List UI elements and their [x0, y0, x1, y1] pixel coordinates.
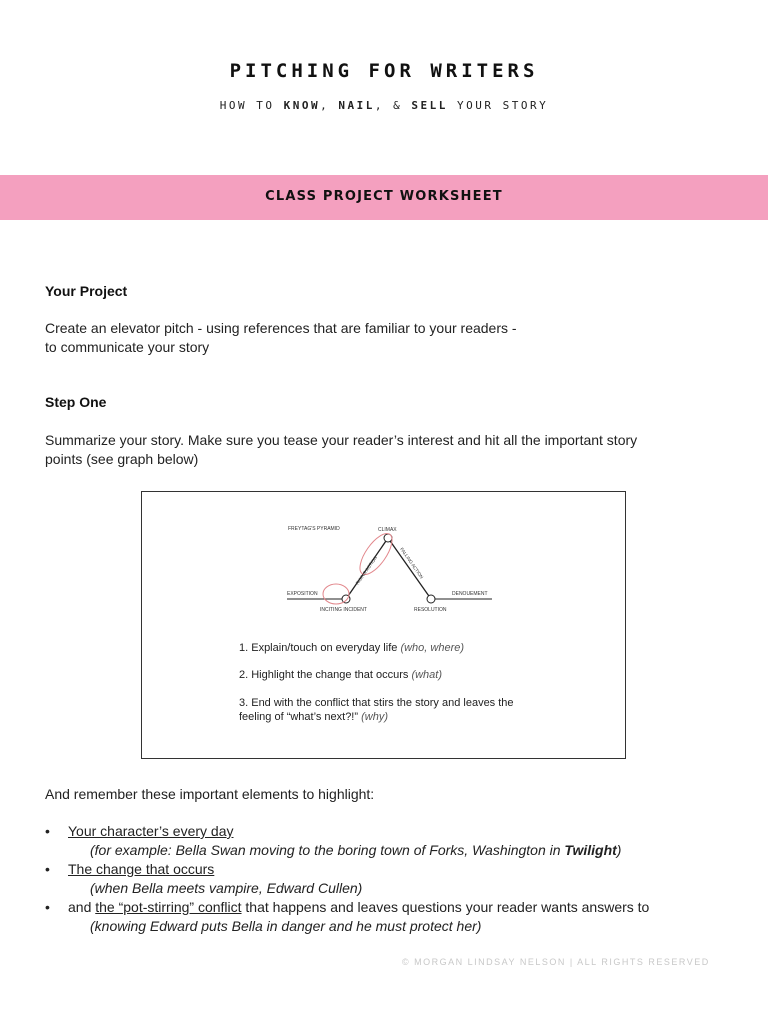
- graph-step-2: [239, 668, 442, 682]
- graph-step-1: [239, 641, 464, 655]
- list-item: [45, 822, 745, 841]
- subtitle-nail: NAIL: [338, 99, 375, 112]
- list-item-sub: [45, 917, 745, 936]
- bullet-dot: •: [45, 899, 50, 915]
- list-item-sub: [45, 879, 745, 898]
- step-3-cont-text: feeling of “what’s next?!”: [239, 711, 362, 723]
- project-heading: Your Project: [45, 283, 128, 299]
- step-2-text: 2. Highlight the change that occurs: [239, 669, 412, 681]
- subtitle-post: YOUR STORY: [447, 99, 549, 112]
- graph-step-3: [239, 696, 514, 710]
- item-conflict-example: (knowing Edward puts Bella in danger and he must protect her): [90, 918, 482, 934]
- banner-title: CLASS PROJECT WORKSHEET: [265, 189, 503, 204]
- step-one-description: [45, 431, 725, 469]
- page-subtitle: [0, 99, 768, 112]
- list-item: [45, 898, 745, 917]
- subtitle-know: KNOW: [283, 99, 321, 112]
- project-line-1: Create an elevator pitch - using references that are familiar to your readers -: [45, 320, 517, 336]
- falling-action-line: [388, 538, 431, 599]
- inciting-highlight: [323, 584, 349, 604]
- elements-list: [45, 822, 745, 936]
- item-conflict: [68, 898, 649, 917]
- label-denouement: DENOUEMENT: [452, 591, 488, 597]
- label-inciting-incident: INCITING INCIDENT: [320, 607, 367, 613]
- project-description: [45, 319, 725, 357]
- list-item: [45, 860, 745, 879]
- subtitle-sep-1: ,: [320, 99, 339, 112]
- graph-step-3-cont: [239, 710, 388, 724]
- step-3-note: (why): [361, 711, 388, 723]
- step-3-text: 3. End with the conflict that stirs the story and leaves the: [239, 697, 514, 709]
- subtitle-sell: SELL: [411, 99, 448, 112]
- diagram-title: FREYTAG'S PYRAMID: [288, 526, 340, 532]
- item-change: The change that occurs: [68, 861, 215, 877]
- rising-action-highlight: [354, 529, 398, 580]
- bullet-dot: •: [45, 861, 50, 877]
- step-1-text: 1. Explain/touch on everyday life: [239, 642, 401, 654]
- example-1-pre: (for example: Bella Swan moving to the boring town of Forks, Washington in: [90, 842, 565, 858]
- item-change-example: (when Bella meets vampire, Edward Cullen): [90, 880, 363, 896]
- step-one-heading: Step One: [45, 394, 107, 410]
- label-exposition: EXPOSITION: [287, 591, 318, 597]
- item-everyday-example: [90, 841, 621, 860]
- label-falling-action: FALLING ACTION: [399, 546, 425, 580]
- remember-text: And remember these important elements to highlight:: [45, 786, 375, 802]
- item-3-post: that happens and leaves questions your reader wants answers to: [241, 899, 650, 915]
- item-3-conflict: the “pot-stirring” conflict: [95, 899, 242, 915]
- freytag-graph: [141, 491, 626, 759]
- subtitle-sep-2: , &: [374, 99, 412, 112]
- list-item-sub: [45, 841, 745, 860]
- example-1-twilight: Twilight: [564, 842, 617, 858]
- copyright-footer: © MORGAN LINDSAY NELSON | ALL RIGHTS RESERVED: [402, 957, 710, 967]
- worksheet-banner: [0, 175, 768, 220]
- example-1-post: ): [616, 842, 622, 858]
- label-rising-action: RISING ACTION: [354, 555, 379, 586]
- subtitle-pre: HOW TO: [219, 99, 284, 112]
- project-line-2: to communicate your story: [45, 339, 210, 355]
- page-title: PITCHING FOR WRITERS: [229, 60, 539, 82]
- step-one-line-2: points (see graph below): [45, 451, 199, 467]
- resolution-node: [427, 595, 435, 603]
- step-one-line-1: Summarize your story. Make sure you tease your reader’s interest and hit all the important story: [45, 432, 638, 448]
- label-climax: CLIMAX: [378, 527, 397, 533]
- item-everyday: Your character’s every day: [68, 823, 234, 839]
- item-3-pre: and: [68, 899, 96, 915]
- step-1-note: (who, where): [400, 642, 465, 654]
- label-resolution: RESOLUTION: [414, 607, 447, 613]
- step-2-note: (what): [411, 669, 443, 681]
- bullet-dot: •: [45, 823, 50, 839]
